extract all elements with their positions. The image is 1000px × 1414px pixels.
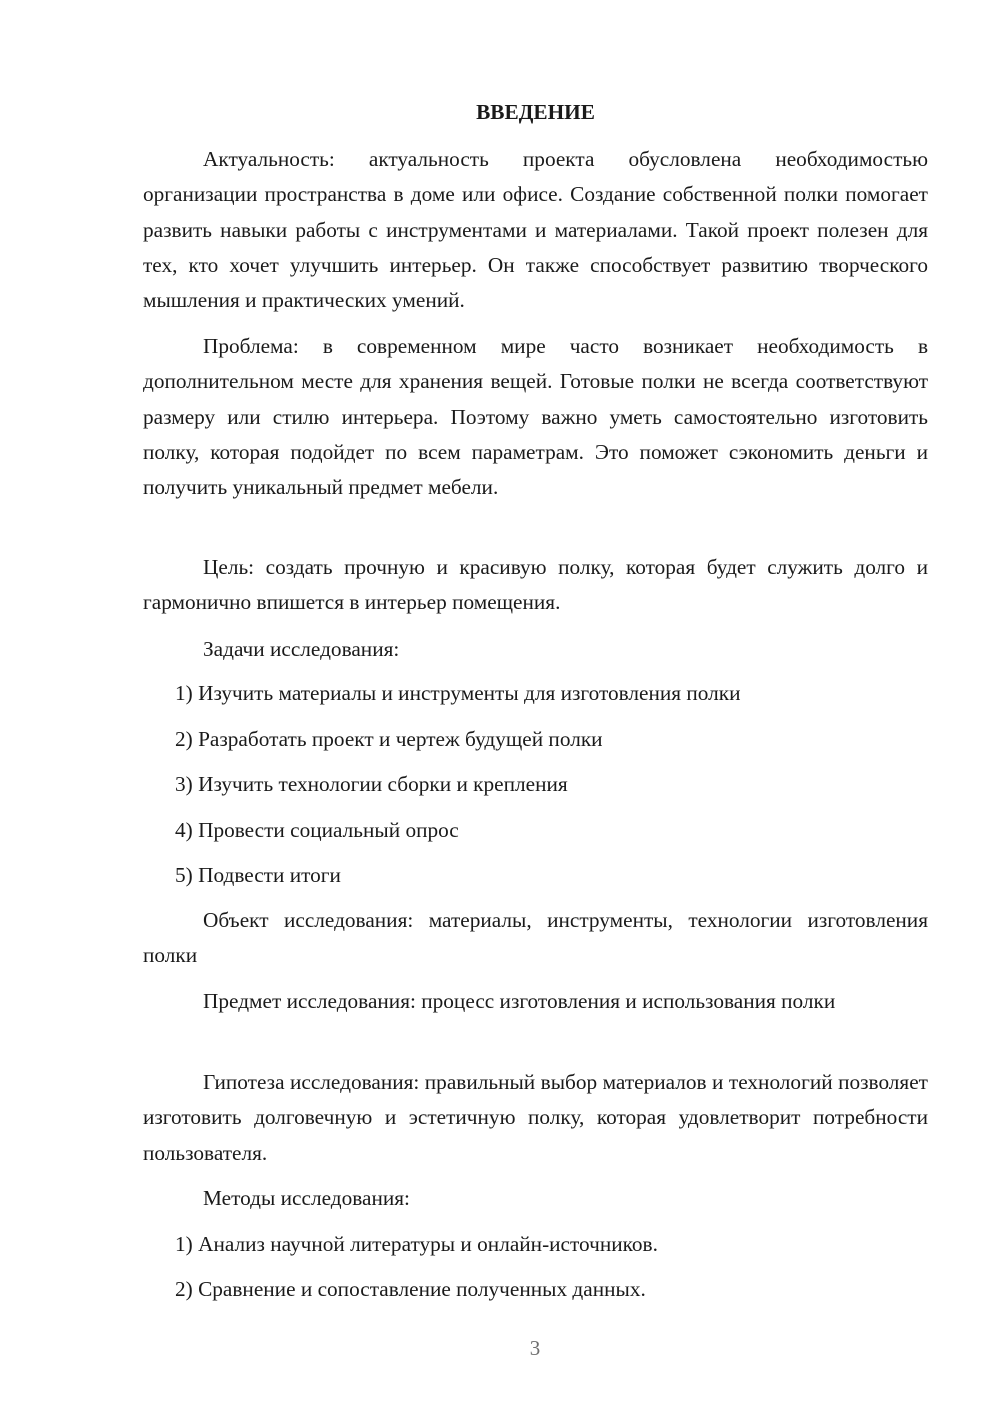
method-item: 1) Анализ научной литературы и онлайн-источников. xyxy=(175,1232,658,1256)
task-item: 5) Подвести итоги xyxy=(175,863,341,887)
page-number: 3 xyxy=(529,1336,541,1360)
page-title: ВВЕДЕНИЕ xyxy=(476,100,595,124)
hypothesis-paragraph: Гипотеза исследования: правильный выбор материалов и технологий позволяет изготовить долговечную и эстетичную полку, которая удовлетворит потребности пользователя. xyxy=(143,1070,928,1165)
task-item: 3) Изучить технологии сборки и крепления xyxy=(175,772,568,796)
object-paragraph: Объект исследования: материалы, инструменты, технологии изготовления полки xyxy=(143,908,928,968)
method-item: 2) Сравнение и сопоставление полученных данных. xyxy=(175,1277,646,1301)
problem-paragraph: Проблема: в современном мире часто возникает необходимость в дополнительном месте для хранения вещей. Готовые полки не всегда соответствуют размеру или стилю интерьера. Поэтому важно уметь самостоятельно изготовить полку, которая подойдет по всем параметрам. Это поможет сэкономить деньги и получить уникальный предмет мебели. xyxy=(143,334,928,500)
subject-paragraph: Предмет исследования: процесс изготовления и использования полки xyxy=(203,989,836,1013)
relevance-paragraph: Актуальность: актуальность проекта обусловлена необходимостью организации пространства в доме или офисе. Создание собственной полки помогает развить навыки работы с инструментами и материалами. Такой проект полезен для тех, кто хочет улучшить интерьер. Он также способствует развитию творческого мышления и практических умений. xyxy=(143,147,928,313)
task-item: 4) Провести социальный опрос xyxy=(175,818,459,842)
methods-heading: Методы исследования: xyxy=(203,1186,410,1210)
task-item: 2) Разработать проект и чертеж будущей полки xyxy=(175,727,603,751)
task-item: 1) Изучить материалы и инструменты для изготовления полки xyxy=(175,681,741,705)
goal-paragraph: Цель: создать прочную и красивую полку, которая будет служить долго и гармонично впишется в интерьер помещения. xyxy=(143,555,928,615)
tasks-heading: Задачи исследования: xyxy=(203,637,400,661)
